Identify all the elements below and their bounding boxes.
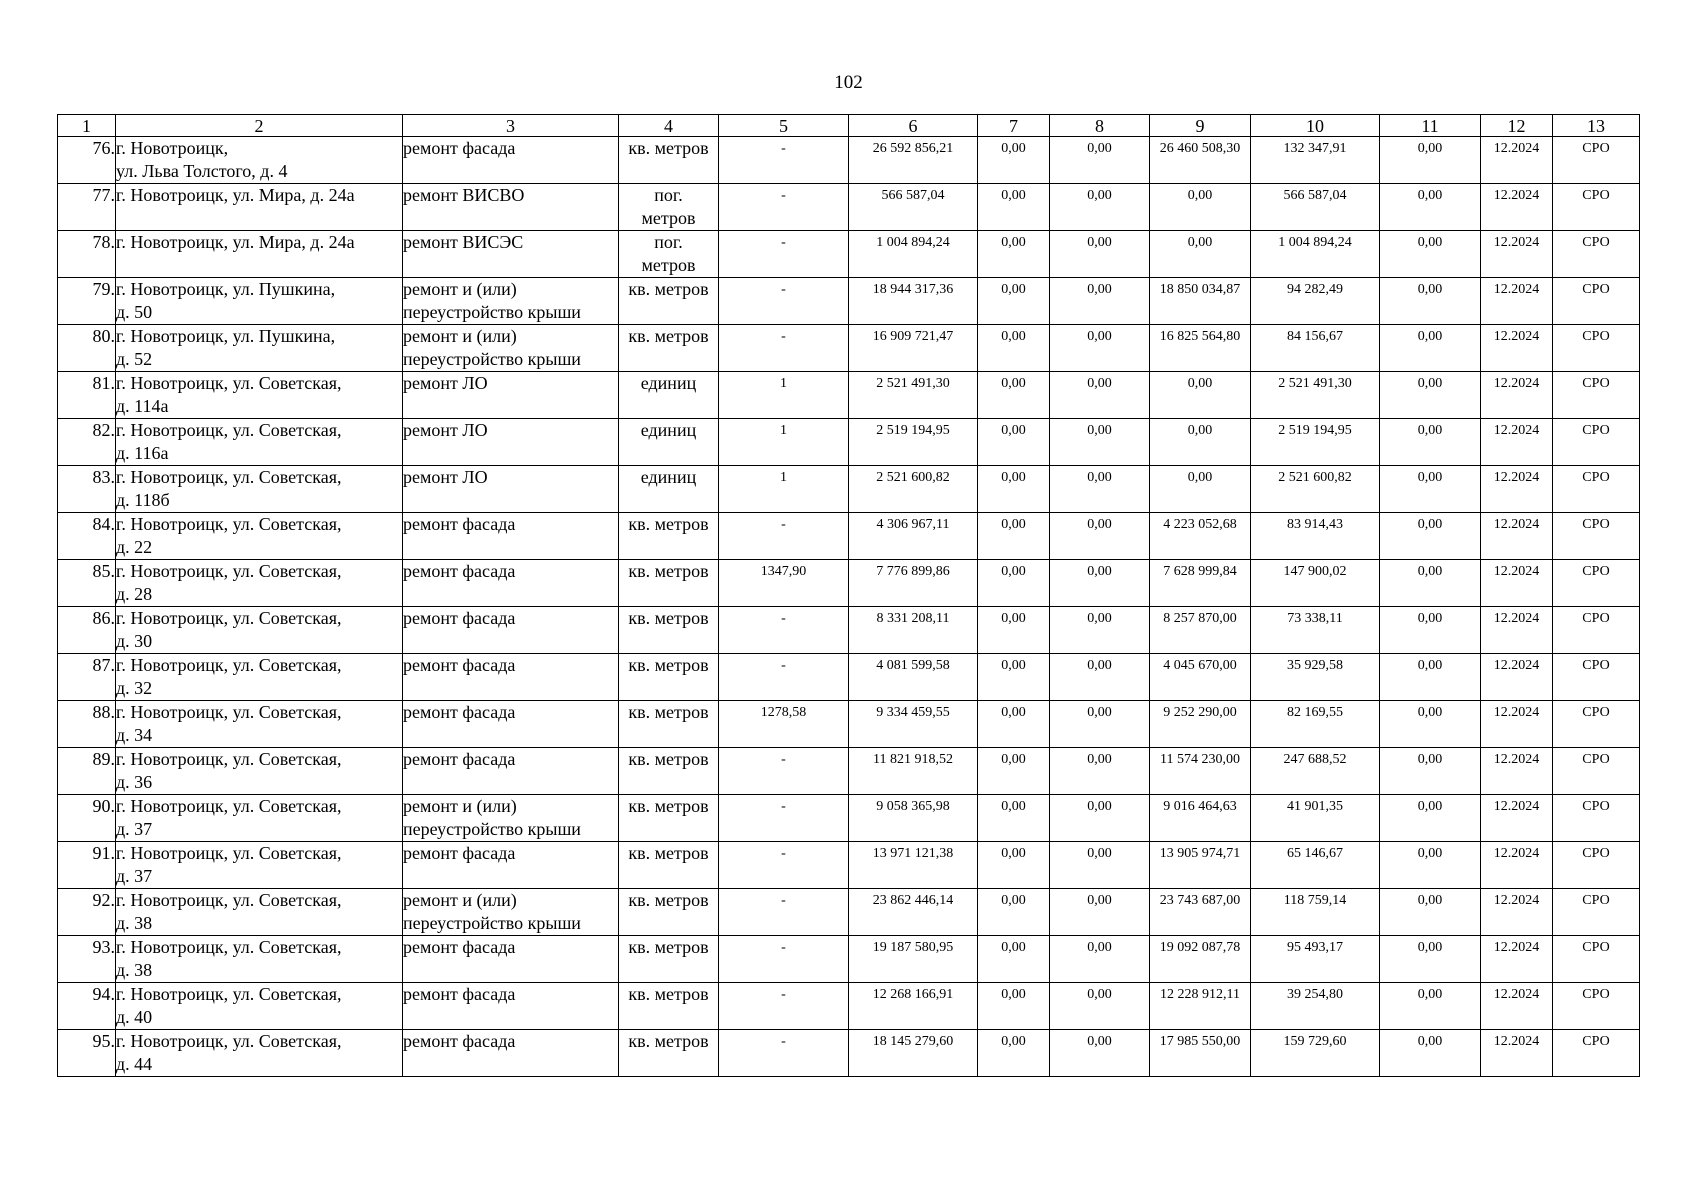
col11-cell: 0,00: [1380, 278, 1481, 325]
col7-cell: 0,00: [978, 466, 1050, 513]
deadline-cell: 12.2024: [1481, 560, 1553, 607]
col9-cell: 0,00: [1150, 466, 1251, 513]
col8-cell: 0,00: [1050, 889, 1150, 936]
volume-cell: 1: [719, 419, 849, 466]
table-row: [58, 419, 1640, 466]
work-type-cell: ремонт ЛО: [403, 372, 619, 419]
deadline-cell: 12.2024: [1481, 231, 1553, 278]
volume-cell: -: [719, 231, 849, 278]
col11-cell: 0,00: [1380, 466, 1481, 513]
col7-cell: 0,00: [978, 419, 1050, 466]
volume-cell: -: [719, 607, 849, 654]
total-cost-cell: 19 187 580,95: [849, 936, 978, 983]
address-cell: г. Новотроицк, ул. Советская, д. 37: [116, 795, 403, 842]
address-cell: г. Новотроицк, ул. Мира, д. 24а: [116, 184, 403, 231]
row-number: 81.: [58, 372, 116, 419]
row-number: 92.: [58, 889, 116, 936]
column-header-12: 12: [1481, 115, 1553, 137]
table-row: [58, 748, 1640, 795]
col8-cell: 0,00: [1050, 419, 1150, 466]
table-row: [58, 1030, 1640, 1077]
unit-cell: кв. метров: [619, 325, 719, 372]
deadline-cell: 12.2024: [1481, 1030, 1553, 1077]
col11-cell: 0,00: [1380, 1030, 1481, 1077]
col8-cell: 0,00: [1050, 372, 1150, 419]
col8-cell: 0,00: [1050, 983, 1150, 1030]
col11-cell: 0,00: [1380, 983, 1481, 1030]
address-cell: г. Новотроицк, ул. Советская, д. 38: [116, 936, 403, 983]
work-type-cell: ремонт фасада: [403, 560, 619, 607]
table-row: [58, 654, 1640, 701]
fund-cell: СРО: [1553, 607, 1640, 654]
col11-cell: 0,00: [1380, 137, 1481, 184]
col7-cell: 0,00: [978, 231, 1050, 278]
total-cost-cell: 2 521 491,30: [849, 372, 978, 419]
unit-cell: кв. метров: [619, 936, 719, 983]
col11-cell: 0,00: [1380, 795, 1481, 842]
fund-cell: СРО: [1553, 419, 1640, 466]
total-cost-cell: 23 862 446,14: [849, 889, 978, 936]
col8-cell: 0,00: [1050, 795, 1150, 842]
row-number: 90.: [58, 795, 116, 842]
address-cell: г. Новотроицк, ул. Льва Толстого, д. 4: [116, 137, 403, 184]
address-cell: г. Новотроицк, ул. Советская, д. 32: [116, 654, 403, 701]
work-type-cell: ремонт ВИСВО: [403, 184, 619, 231]
row-number: 85.: [58, 560, 116, 607]
deadline-cell: 12.2024: [1481, 748, 1553, 795]
total-cost-cell: 16 909 721,47: [849, 325, 978, 372]
fund-cell: СРО: [1553, 325, 1640, 372]
address-cell: г. Новотроицк, ул. Советская, д. 44: [116, 1030, 403, 1077]
table-row: [58, 889, 1640, 936]
unit-cell: кв. метров: [619, 842, 719, 889]
col7-cell: 0,00: [978, 842, 1050, 889]
fund-cell: СРО: [1553, 889, 1640, 936]
col11-cell: 0,00: [1380, 419, 1481, 466]
fund-cell: СРО: [1553, 372, 1640, 419]
table-header: [58, 115, 1640, 137]
unit-cell: кв. метров: [619, 607, 719, 654]
fund-cell: СРО: [1553, 795, 1640, 842]
col9-cell: 13 905 974,71: [1150, 842, 1251, 889]
total-cost-cell: 1 004 894,24: [849, 231, 978, 278]
volume-cell: 1347,90: [719, 560, 849, 607]
address-cell: г. Новотроицк, ул. Советская, д. 114а: [116, 372, 403, 419]
deadline-cell: 12.2024: [1481, 137, 1553, 184]
volume-cell: -: [719, 184, 849, 231]
col9-cell: 4 045 670,00: [1150, 654, 1251, 701]
fund-cell: СРО: [1553, 560, 1640, 607]
unit-cell: кв. метров: [619, 701, 719, 748]
total-cost-cell: 9 058 365,98: [849, 795, 978, 842]
col10-cell: 2 519 194,95: [1251, 419, 1380, 466]
deadline-cell: 12.2024: [1481, 184, 1553, 231]
work-type-cell: ремонт фасада: [403, 1030, 619, 1077]
col9-cell: 4 223 052,68: [1150, 513, 1251, 560]
col7-cell: 0,00: [978, 137, 1050, 184]
total-cost-cell: 26 592 856,21: [849, 137, 978, 184]
col8-cell: 0,00: [1050, 560, 1150, 607]
column-header-13: 13: [1553, 115, 1640, 137]
col11-cell: 0,00: [1380, 842, 1481, 889]
table-row: [58, 325, 1640, 372]
col10-cell: 118 759,14: [1251, 889, 1380, 936]
fund-cell: СРО: [1553, 654, 1640, 701]
table-row: [58, 842, 1640, 889]
work-type-cell: ремонт фасада: [403, 842, 619, 889]
unit-cell: единиц: [619, 372, 719, 419]
col10-cell: 132 347,91: [1251, 137, 1380, 184]
column-header-7: 7: [978, 115, 1050, 137]
col7-cell: 0,00: [978, 184, 1050, 231]
col8-cell: 0,00: [1050, 231, 1150, 278]
address-cell: г. Новотроицк, ул. Советская, д. 38: [116, 889, 403, 936]
col9-cell: 19 092 087,78: [1150, 936, 1251, 983]
col7-cell: 0,00: [978, 607, 1050, 654]
deadline-cell: 12.2024: [1481, 842, 1553, 889]
fund-cell: СРО: [1553, 184, 1640, 231]
col7-cell: 0,00: [978, 560, 1050, 607]
col7-cell: 0,00: [978, 372, 1050, 419]
col9-cell: 12 228 912,11: [1150, 983, 1251, 1030]
deadline-cell: 12.2024: [1481, 372, 1553, 419]
volume-cell: -: [719, 513, 849, 560]
deadline-cell: 12.2024: [1481, 654, 1553, 701]
fund-cell: СРО: [1553, 842, 1640, 889]
column-header-1: 1: [58, 115, 116, 137]
total-cost-cell: 8 331 208,11: [849, 607, 978, 654]
col10-cell: 2 521 600,82: [1251, 466, 1380, 513]
total-cost-cell: 18 145 279,60: [849, 1030, 978, 1077]
col9-cell: 0,00: [1150, 184, 1251, 231]
col9-cell: 17 985 550,00: [1150, 1030, 1251, 1077]
fund-cell: СРО: [1553, 137, 1640, 184]
deadline-cell: 12.2024: [1481, 513, 1553, 560]
work-type-cell: ремонт и (или) переустройство крыши: [403, 795, 619, 842]
col10-cell: 159 729,60: [1251, 1030, 1380, 1077]
total-cost-cell: 2 519 194,95: [849, 419, 978, 466]
table-row: [58, 466, 1640, 513]
volume-cell: -: [719, 983, 849, 1030]
table-row: [58, 983, 1640, 1030]
total-cost-cell: 12 268 166,91: [849, 983, 978, 1030]
volume-cell: 1: [719, 372, 849, 419]
work-type-cell: ремонт фасада: [403, 936, 619, 983]
work-type-cell: ремонт фасада: [403, 654, 619, 701]
deadline-cell: 12.2024: [1481, 701, 1553, 748]
work-type-cell: ремонт ЛО: [403, 419, 619, 466]
volume-cell: -: [719, 1030, 849, 1077]
column-header-4: 4: [619, 115, 719, 137]
col9-cell: 0,00: [1150, 372, 1251, 419]
column-header-2: 2: [116, 115, 403, 137]
column-header-9: 9: [1150, 115, 1251, 137]
total-cost-cell: 4 081 599,58: [849, 654, 978, 701]
column-header-6: 6: [849, 115, 978, 137]
table-body: [58, 137, 1640, 1077]
col8-cell: 0,00: [1050, 513, 1150, 560]
column-header-5: 5: [719, 115, 849, 137]
address-cell: г. Новотроицк, ул. Советская, д. 40: [116, 983, 403, 1030]
col11-cell: 0,00: [1380, 654, 1481, 701]
col11-cell: 0,00: [1380, 936, 1481, 983]
work-type-cell: ремонт и (или) переустройство крыши: [403, 278, 619, 325]
col7-cell: 0,00: [978, 795, 1050, 842]
row-number: 86.: [58, 607, 116, 654]
table-row: [58, 936, 1640, 983]
row-number: 91.: [58, 842, 116, 889]
unit-cell: кв. метров: [619, 278, 719, 325]
fund-cell: СРО: [1553, 748, 1640, 795]
col11-cell: 0,00: [1380, 701, 1481, 748]
table-row: [58, 701, 1640, 748]
col10-cell: 95 493,17: [1251, 936, 1380, 983]
unit-cell: кв. метров: [619, 137, 719, 184]
volume-cell: 1278,58: [719, 701, 849, 748]
unit-cell: пог. метров: [619, 231, 719, 278]
unit-cell: кв. метров: [619, 1030, 719, 1077]
fund-cell: СРО: [1553, 278, 1640, 325]
col11-cell: 0,00: [1380, 889, 1481, 936]
row-number: 93.: [58, 936, 116, 983]
table-row: [58, 560, 1640, 607]
total-cost-cell: 13 971 121,38: [849, 842, 978, 889]
col7-cell: 0,00: [978, 278, 1050, 325]
col11-cell: 0,00: [1380, 513, 1481, 560]
col11-cell: 0,00: [1380, 748, 1481, 795]
address-cell: г. Новотроицк, ул. Пушкина, д. 50: [116, 278, 403, 325]
col10-cell: 94 282,49: [1251, 278, 1380, 325]
col10-cell: 83 914,43: [1251, 513, 1380, 560]
address-cell: г. Новотроицк, ул. Советская, д. 30: [116, 607, 403, 654]
address-cell: г. Новотроицк, ул. Советская, д. 34: [116, 701, 403, 748]
volume-cell: -: [719, 936, 849, 983]
work-type-cell: ремонт ВИСЭС: [403, 231, 619, 278]
column-header-3: 3: [403, 115, 619, 137]
deadline-cell: 12.2024: [1481, 466, 1553, 513]
work-type-cell: ремонт фасада: [403, 137, 619, 184]
volume-cell: -: [719, 278, 849, 325]
col9-cell: 23 743 687,00: [1150, 889, 1251, 936]
col10-cell: 1 004 894,24: [1251, 231, 1380, 278]
col11-cell: 0,00: [1380, 184, 1481, 231]
row-number: 80.: [58, 325, 116, 372]
deadline-cell: 12.2024: [1481, 607, 1553, 654]
col8-cell: 0,00: [1050, 325, 1150, 372]
fund-cell: СРО: [1553, 983, 1640, 1030]
unit-cell: пог. метров: [619, 184, 719, 231]
row-number: 78.: [58, 231, 116, 278]
unit-cell: единиц: [619, 419, 719, 466]
col8-cell: 0,00: [1050, 701, 1150, 748]
work-type-cell: ремонт фасада: [403, 748, 619, 795]
unit-cell: кв. метров: [619, 889, 719, 936]
col8-cell: 0,00: [1050, 936, 1150, 983]
address-cell: г. Новотроицк, ул. Советская, д. 116а: [116, 419, 403, 466]
col11-cell: 0,00: [1380, 231, 1481, 278]
work-type-cell: ремонт фасада: [403, 983, 619, 1030]
deadline-cell: 12.2024: [1481, 983, 1553, 1030]
work-type-cell: ремонт фасада: [403, 701, 619, 748]
col8-cell: 0,00: [1050, 184, 1150, 231]
total-cost-cell: 11 821 918,52: [849, 748, 978, 795]
row-number: 82.: [58, 419, 116, 466]
row-number: 76.: [58, 137, 116, 184]
col8-cell: 0,00: [1050, 137, 1150, 184]
work-type-cell: ремонт и (или) переустройство крыши: [403, 325, 619, 372]
total-cost-cell: 9 334 459,55: [849, 701, 978, 748]
col7-cell: 0,00: [978, 701, 1050, 748]
col8-cell: 0,00: [1050, 607, 1150, 654]
col7-cell: 0,00: [978, 983, 1050, 1030]
unit-cell: кв. метров: [619, 748, 719, 795]
unit-cell: кв. метров: [619, 983, 719, 1030]
fund-cell: СРО: [1553, 466, 1640, 513]
deadline-cell: 12.2024: [1481, 795, 1553, 842]
col9-cell: 7 628 999,84: [1150, 560, 1251, 607]
col10-cell: 65 146,67: [1251, 842, 1380, 889]
table-row: [58, 795, 1640, 842]
volume-cell: -: [719, 137, 849, 184]
deadline-cell: 12.2024: [1481, 278, 1553, 325]
table-row: [58, 231, 1640, 278]
deadline-cell: 12.2024: [1481, 936, 1553, 983]
col9-cell: 9 252 290,00: [1150, 701, 1251, 748]
unit-cell: единиц: [619, 466, 719, 513]
page-number: 102: [834, 72, 863, 93]
repair-program-table: [57, 114, 1640, 1077]
deadline-cell: 12.2024: [1481, 889, 1553, 936]
col9-cell: 0,00: [1150, 419, 1251, 466]
total-cost-cell: 18 944 317,36: [849, 278, 978, 325]
total-cost-cell: 4 306 967,11: [849, 513, 978, 560]
col9-cell: 8 257 870,00: [1150, 607, 1251, 654]
work-type-cell: ремонт ЛО: [403, 466, 619, 513]
col10-cell: 566 587,04: [1251, 184, 1380, 231]
fund-cell: СРО: [1553, 1030, 1640, 1077]
volume-cell: -: [719, 889, 849, 936]
table-row: [58, 184, 1640, 231]
row-number: 77.: [58, 184, 116, 231]
fund-cell: СРО: [1553, 231, 1640, 278]
unit-cell: кв. метров: [619, 654, 719, 701]
row-number: 79.: [58, 278, 116, 325]
volume-cell: -: [719, 795, 849, 842]
deadline-cell: 12.2024: [1481, 419, 1553, 466]
address-cell: г. Новотроицк, ул. Советская, д. 37: [116, 842, 403, 889]
col10-cell: 41 901,35: [1251, 795, 1380, 842]
col9-cell: 11 574 230,00: [1150, 748, 1251, 795]
address-cell: г. Новотроицк, ул. Пушкина, д. 52: [116, 325, 403, 372]
col7-cell: 0,00: [978, 513, 1050, 560]
address-cell: г. Новотроицк, ул. Советская, д. 36: [116, 748, 403, 795]
col10-cell: 2 521 491,30: [1251, 372, 1380, 419]
col7-cell: 0,00: [978, 325, 1050, 372]
table-row: [58, 372, 1640, 419]
work-type-cell: ремонт и (или) переустройство крыши: [403, 889, 619, 936]
col7-cell: 0,00: [978, 889, 1050, 936]
row-number: 87.: [58, 654, 116, 701]
col10-cell: 82 169,55: [1251, 701, 1380, 748]
col7-cell: 0,00: [978, 748, 1050, 795]
deadline-cell: 12.2024: [1481, 325, 1553, 372]
col7-cell: 0,00: [978, 1030, 1050, 1077]
col7-cell: 0,00: [978, 936, 1050, 983]
column-header-11: 11: [1380, 115, 1481, 137]
total-cost-cell: 2 521 600,82: [849, 466, 978, 513]
row-number: 88.: [58, 701, 116, 748]
unit-cell: кв. метров: [619, 560, 719, 607]
col10-cell: 39 254,80: [1251, 983, 1380, 1030]
col9-cell: 26 460 508,30: [1150, 137, 1251, 184]
table-row: [58, 513, 1640, 560]
col11-cell: 0,00: [1380, 372, 1481, 419]
col10-cell: 73 338,11: [1251, 607, 1380, 654]
fund-cell: СРО: [1553, 701, 1640, 748]
address-cell: г. Новотроицк, ул. Мира, д. 24а: [116, 231, 403, 278]
unit-cell: кв. метров: [619, 795, 719, 842]
table-row: [58, 278, 1640, 325]
volume-cell: -: [719, 748, 849, 795]
col10-cell: 35 929,58: [1251, 654, 1380, 701]
address-cell: г. Новотроицк, ул. Советская, д. 22: [116, 513, 403, 560]
fund-cell: СРО: [1553, 513, 1640, 560]
col8-cell: 0,00: [1050, 1030, 1150, 1077]
total-cost-cell: 7 776 899,86: [849, 560, 978, 607]
col8-cell: 0,00: [1050, 842, 1150, 889]
volume-cell: 1: [719, 466, 849, 513]
table-row: [58, 137, 1640, 184]
column-header-10: 10: [1251, 115, 1380, 137]
col8-cell: 0,00: [1050, 278, 1150, 325]
header-row: [58, 115, 1640, 137]
col10-cell: 247 688,52: [1251, 748, 1380, 795]
row-number: 89.: [58, 748, 116, 795]
work-type-cell: ремонт фасада: [403, 513, 619, 560]
volume-cell: -: [719, 325, 849, 372]
volume-cell: -: [719, 842, 849, 889]
address-cell: г. Новотроицк, ул. Советская, д. 118б: [116, 466, 403, 513]
address-cell: г. Новотроицк, ул. Советская, д. 28: [116, 560, 403, 607]
table-row: [58, 607, 1640, 654]
col9-cell: 0,00: [1150, 231, 1251, 278]
row-number: 95.: [58, 1030, 116, 1077]
col10-cell: 84 156,67: [1251, 325, 1380, 372]
total-cost-cell: 566 587,04: [849, 184, 978, 231]
col9-cell: 9 016 464,63: [1150, 795, 1251, 842]
col10-cell: 147 900,02: [1251, 560, 1380, 607]
volume-cell: -: [719, 654, 849, 701]
column-header-8: 8: [1050, 115, 1150, 137]
col8-cell: 0,00: [1050, 466, 1150, 513]
row-number: 84.: [58, 513, 116, 560]
row-number: 83.: [58, 466, 116, 513]
col9-cell: 16 825 564,80: [1150, 325, 1251, 372]
col11-cell: 0,00: [1380, 560, 1481, 607]
col8-cell: 0,00: [1050, 654, 1150, 701]
col7-cell: 0,00: [978, 654, 1050, 701]
col11-cell: 0,00: [1380, 325, 1481, 372]
col11-cell: 0,00: [1380, 607, 1481, 654]
unit-cell: кв. метров: [619, 513, 719, 560]
col8-cell: 0,00: [1050, 748, 1150, 795]
fund-cell: СРО: [1553, 936, 1640, 983]
row-number: 94.: [58, 983, 116, 1030]
work-type-cell: ремонт фасада: [403, 607, 619, 654]
col9-cell: 18 850 034,87: [1150, 278, 1251, 325]
